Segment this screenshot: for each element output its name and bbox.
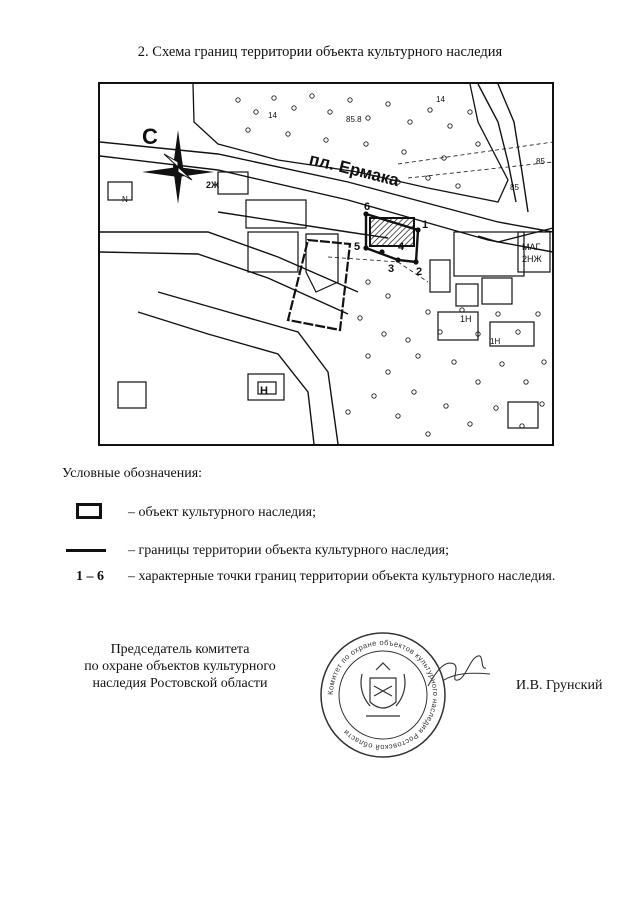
point-label-1: 1 (422, 219, 429, 231)
map-annotation-2: 85 (536, 157, 545, 166)
map-annotation-5: 14 (268, 111, 277, 120)
svg-text:Комитет по охране объектов кул (326, 638, 440, 752)
legend-text-boundary: – границы территории объекта культурного наследия; (128, 543, 449, 558)
legend-line-symbol (66, 549, 106, 552)
map-annotation-6: 1Н (490, 337, 501, 346)
building-label-2zh: 2Ж (206, 180, 220, 190)
map-annotation-1: 14 (436, 95, 445, 104)
point-label-5: 5 (354, 241, 361, 253)
signer-line-2: по охране объектов культурного (84, 659, 276, 674)
map-annotation-3: 85.8 (346, 115, 362, 124)
map-frame (99, 83, 553, 445)
point-label-3: 3 (388, 263, 395, 275)
page-title: 2. Схема границ территории объекта культурного наследия (137, 44, 503, 60)
north-label: С (142, 124, 158, 149)
coat-of-arms-icon (361, 663, 405, 716)
building-label-1n: 1Н (460, 314, 472, 324)
handwritten-signature-icon (424, 650, 494, 695)
building-label-mag: МАГ (522, 242, 541, 252)
legend-title: Условные обозначения: (62, 466, 203, 481)
street-label: пл. Ермака (307, 149, 401, 191)
building-label-n: Н (260, 385, 268, 397)
signer-name: И.В. Грунский (516, 678, 603, 693)
point-label-6: 6 (364, 201, 371, 213)
map-annotation-7: N (122, 195, 128, 204)
legend-text-points: – характерные точки границ территории объекта культурного наследия. (128, 569, 556, 584)
point-label-4: 4 (398, 241, 405, 253)
point-label-2: 2 (416, 266, 423, 278)
signer-line-1: Председатель комитета (110, 642, 250, 657)
legend-box-symbol (76, 503, 102, 519)
legend-text-object: – объект культурного наследия; (128, 505, 316, 520)
signer-title (60, 641, 300, 692)
building-label-2nzh: 2НЖ (522, 254, 542, 264)
seal-text: Комитет по охране объектов культурного наследия Ростовской области (325, 637, 441, 753)
legend-range-symbol: 1 – 6 (76, 569, 104, 584)
boundary-map (98, 82, 554, 446)
map-annotation-4: 85 (510, 183, 519, 192)
signer-line-3: наследия Ростовской области (92, 676, 268, 691)
